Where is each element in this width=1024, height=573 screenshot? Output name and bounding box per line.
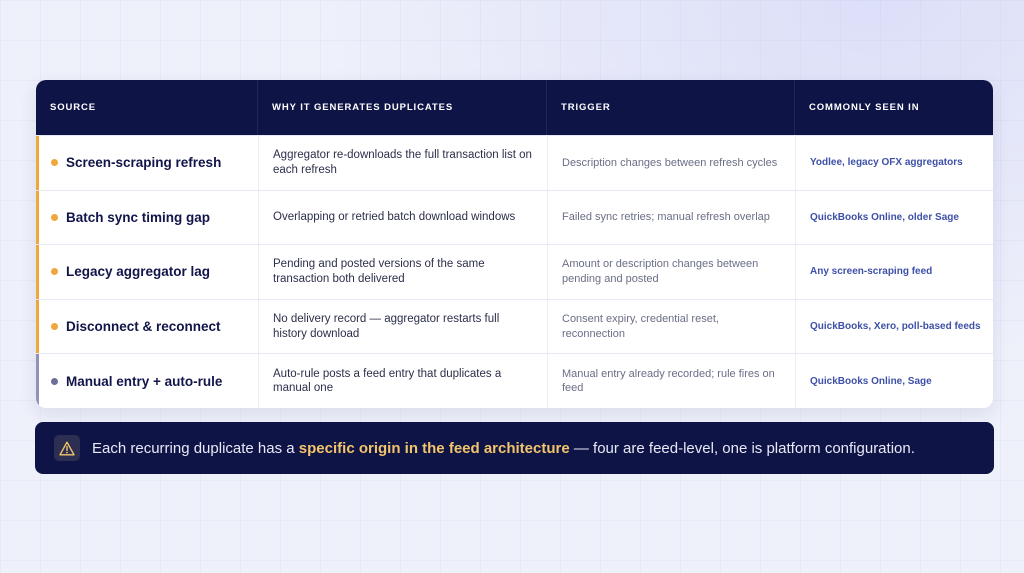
- row-accent-bar: [36, 354, 39, 408]
- table-row: [36, 244, 993, 299]
- table-row: [36, 135, 993, 190]
- row-accent-bar: [36, 300, 39, 354]
- bullet-dot-icon: [51, 214, 58, 221]
- why-text: Pending and posted versions of the same transaction both delivered: [273, 258, 485, 285]
- seen-in-text: QuickBooks, Xero, poll-based feeds: [810, 321, 981, 333]
- warning-icon: [54, 435, 80, 461]
- source-label: Manual entry + auto-rule: [66, 373, 223, 389]
- seen-in-text: QuickBooks Online, older Sage: [810, 211, 959, 223]
- callout-text-before: Each recurring duplicate has a: [92, 439, 299, 457]
- row-accent-bar: [36, 136, 39, 190]
- header-why: WHY IT GENERATES DUPLICATES: [258, 80, 547, 135]
- trigger-text: Amount or description changes between pending and posted: [562, 258, 759, 285]
- source-label: Disconnect & reconnect: [66, 319, 221, 335]
- table-header-row: [36, 80, 993, 135]
- header-seen: COMMONLY SEEN IN: [809, 102, 920, 113]
- source-label: Screen-scraping refresh: [66, 155, 222, 171]
- callout-highlight: specific origin in the feed architecture: [298, 439, 570, 457]
- callout-text: [92, 440, 915, 457]
- trigger-text: Manual entry already recorded; rule fires on feed: [562, 367, 775, 395]
- bullet-dot-icon: [51, 268, 58, 275]
- trigger-text: Description changes between refresh cycles: [562, 156, 778, 169]
- header-source: SOURCE: [36, 80, 258, 135]
- header-trigger: TRIGGER: [547, 80, 795, 135]
- table-row: [36, 190, 993, 245]
- seen-in-text: Yodlee, legacy OFX aggregators: [810, 157, 963, 169]
- row-accent-bar: [36, 191, 39, 245]
- seen-in-text: QuickBooks Online, Sage: [810, 375, 932, 387]
- summary-callout: [35, 422, 994, 474]
- duplicate-sources-table: [36, 80, 993, 408]
- why-text: Auto-rule posts a feed entry that duplicates a manual one: [273, 367, 502, 395]
- bullet-dot-icon: [51, 378, 58, 385]
- source-label: Legacy aggregator lag: [66, 264, 211, 280]
- table-row: [36, 299, 993, 354]
- table-row: [36, 353, 993, 408]
- seen-in-text: Any screen-scraping feed: [810, 266, 933, 278]
- bullet-dot-icon: [51, 323, 58, 330]
- trigger-text: Failed sync retries; manual refresh overlap: [562, 211, 770, 224]
- trigger-text: Consent expiry, credential reset, reconnection: [562, 313, 719, 340]
- source-label: Batch sync timing gap: [66, 209, 211, 225]
- bullet-dot-icon: [51, 159, 58, 166]
- callout-text-after: — four are feed-level, one is platform configuration.: [569, 439, 915, 457]
- why-text: Aggregator re-downloads the full transaction list on each refresh: [273, 149, 532, 176]
- row-accent-bar: [36, 245, 39, 299]
- why-text: Overlapping or retried batch download windows: [273, 211, 516, 224]
- why-text: No delivery record — aggregator restarts full history download: [273, 313, 500, 340]
